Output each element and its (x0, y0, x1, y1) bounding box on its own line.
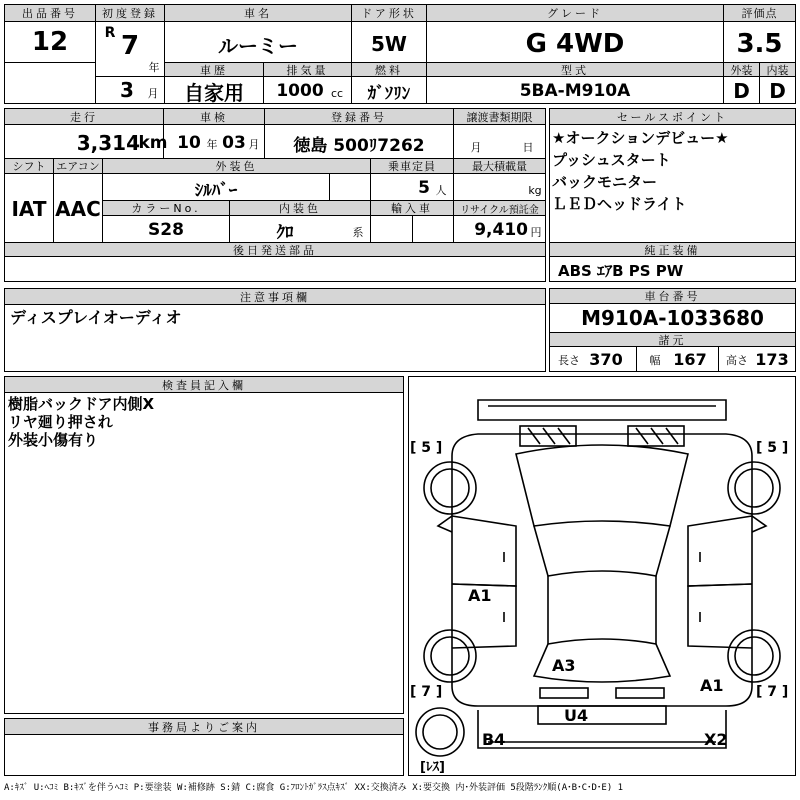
lot-no-label: 出品番号 (5, 5, 95, 22)
damage-mark-rear-bumper-right: X2 (704, 730, 728, 749)
chassis-no: M910A-1033680 (581, 306, 764, 330)
history-label: 車歴 (165, 63, 263, 77)
int-color-label: 内装色 (230, 201, 370, 216)
color-no: S28 (148, 220, 184, 240)
reg-year: 7 (120, 31, 140, 61)
spec-label: 諸元 (550, 333, 795, 347)
shift-label: シフト (5, 159, 53, 174)
tire-rl-depth: [ 7 ] (410, 684, 443, 700)
capacity: 5 (418, 178, 430, 198)
mileage-label: 走行 (5, 109, 163, 125)
damage-mark-rear-roof: A3 (552, 656, 576, 675)
max-load-label: 最大積載量 (454, 159, 545, 174)
exterior-label: 外装 (724, 63, 759, 77)
equipment: ABS ｴｱB PS PW (558, 261, 684, 280)
sales-point-4: ＬＥＤヘッドライト (552, 195, 687, 213)
fuel: ｶﾞｿﾘﾝ (367, 83, 411, 104)
recycle-fee: 9,410 (474, 220, 528, 240)
damage-mark-rear-bumper-left: B4 (482, 730, 506, 749)
chassis-label: 車台番号 (550, 289, 795, 304)
interior-grade: D (769, 79, 786, 103)
registration-no: 徳島 500ﾘ7262 (293, 135, 425, 156)
score-label: 評価点 (724, 5, 795, 22)
import-label: 輸入車 (371, 201, 453, 216)
history: 自家用 (184, 80, 244, 105)
grade-label: グレード (427, 5, 723, 22)
first-reg-label: 初度登録 (96, 5, 164, 22)
model-label: 型式 (427, 63, 723, 77)
sales-point-2: プッシュスタート (552, 151, 671, 169)
model-code: 5BA-M910A (519, 81, 631, 101)
fuel-label: 燃料 (352, 63, 426, 77)
inspector-note-2: リヤ廻り押され (8, 413, 113, 431)
tire-fl-depth: [ 5 ] (410, 440, 443, 456)
damage-mark-right-rear: A1 (700, 676, 724, 695)
inspector-note-1: 樹脂バックドア内側X (8, 395, 155, 413)
later-parts-label: 後日発送部品 (5, 243, 545, 257)
tire-rr-depth: [ 7 ] (756, 684, 789, 700)
equipment-label: 純正装備 (550, 243, 795, 257)
recycle-label: リサイクル預託金 (454, 201, 545, 216)
width: 167 (673, 349, 707, 369)
ext-color-label: 外装色 (103, 159, 370, 174)
aircon: AAC (55, 197, 101, 221)
inspector-note-3: 外装小傷有り (8, 431, 99, 449)
car-name: ルーミー (218, 33, 298, 58)
car-outline-diagram (408, 376, 796, 776)
exterior-grade: D (733, 79, 750, 103)
sales-point-1: ★オークションデビュー★ (552, 129, 729, 147)
sales-points-label: セールスポイント (550, 109, 795, 125)
lot-no: 12 (31, 27, 69, 57)
capacity-label: 乗車定員 (371, 159, 453, 174)
notes: ディスプレイオーディオ (10, 308, 182, 327)
inspector-label: 検査員記入欄 (5, 377, 403, 393)
ext-color: ｼﾙﾊﾞｰ (194, 180, 238, 201)
grade: G 4WD (525, 29, 625, 59)
damage-code-legend: A:ｷｽﾞ U:ﾍｺﾐ B:ｷｽﾞを伴うﾍｺﾐ P:要塗装 W:補修跡 S:錆 C:腐食 G:ﾌﾛﾝﾄｶﾞﾗｽ点ｷｽﾞ XX:交換済み X:要交換 内･外装評価 5段階ﾗﾝｸ順(A･B･C･D･E) 1 (4, 783, 624, 793)
damage-mark-back-door: U4 (564, 706, 589, 725)
color-no-label: カラーNo. (103, 201, 229, 216)
spare-tire-status: [ﾚｽ] (420, 760, 445, 775)
interior-label: 内装 (760, 63, 795, 77)
door-label: ドア形状 (352, 5, 426, 22)
ac-label: エアコン (54, 159, 102, 174)
tire-fr-depth: [ 5 ] (756, 440, 789, 456)
door-type: 5W (371, 32, 407, 56)
score: 3.5 (736, 29, 783, 59)
sales-point-3: バックモニター (552, 173, 658, 191)
length: 370 (589, 349, 623, 369)
displacement: 1000 (276, 81, 324, 101)
shift: IAT (11, 197, 47, 221)
int-color: ｸﾛ (276, 222, 294, 243)
displacement-label: 排気量 (264, 63, 351, 77)
reg-month: 3 (120, 78, 134, 102)
mileage: 3,314 (76, 131, 140, 155)
registration-label: 登録番号 (265, 109, 453, 125)
transfer-label: 譲渡書類期限 (454, 109, 545, 125)
car-name-label: 車名 (165, 5, 351, 22)
inspection-label: 車検 (164, 109, 264, 125)
notes-label: 注意事項欄 (5, 289, 545, 305)
damage-mark-left-door: A1 (468, 586, 492, 605)
era: R (104, 25, 116, 41)
office-label: 事務局よりご案内 (5, 719, 403, 735)
height: 173 (755, 349, 789, 369)
auction-sheet: 出品番号 12 初度登録 R 7 年 3 月 車名 ルーミー ドア形状 5W グレード G 4WD 車歴 自家用 排気量 1000 cc 燃料 ｶﾞｿﾘﾝ 型式 5BA-M910A 評価点 3.5 外装 内装 D D 走行 3,314 km 車検 10 年 03 月 登録番号 徳島 500ﾘ7262 譲渡書類期限 月 日 シフト エアコン IAT AAC 外装色 ｼﾙﾊﾞｰ 乗車定員 5 人 最大積載量 kg カラーNo. 内装色 輸入車 リサイクル預託金 S28 ｸﾛ 系 9,410 円 後日発送部品 セールスポイント ★オークションデビュー★ プッシュスタート バックモニター ＬＥＤヘッドライト 純正装備 ABS ｴｱB PS PW 注意事項欄 ディスプレイオーディオ 車台番号 M910A-1033680 諸元 長さ 370 幅 167 高さ 173 検査員記入欄 樹脂バックドア内側X リヤ廻り押され 外装小傷有り 事務局よりご案内 [ 5 ] [ 5 ] [ 7 ] [ 7 ] [ﾚｽ] A1 A3 A1 U4 B4 X2 A:ｷｽﾞ U:ﾍｺﾐ B:ｷｽﾞを伴うﾍｺﾐ P:要塗装 W:補修跡 S:錆 C:腐食 G:ﾌﾛﾝﾄｶﾞﾗｽ点ｷｽﾞ XX:交換済み X:要交換 内･外装評価 5段階ﾗﾝｸ順(A･B･C･D･E) 1 (0, 0, 800, 800)
